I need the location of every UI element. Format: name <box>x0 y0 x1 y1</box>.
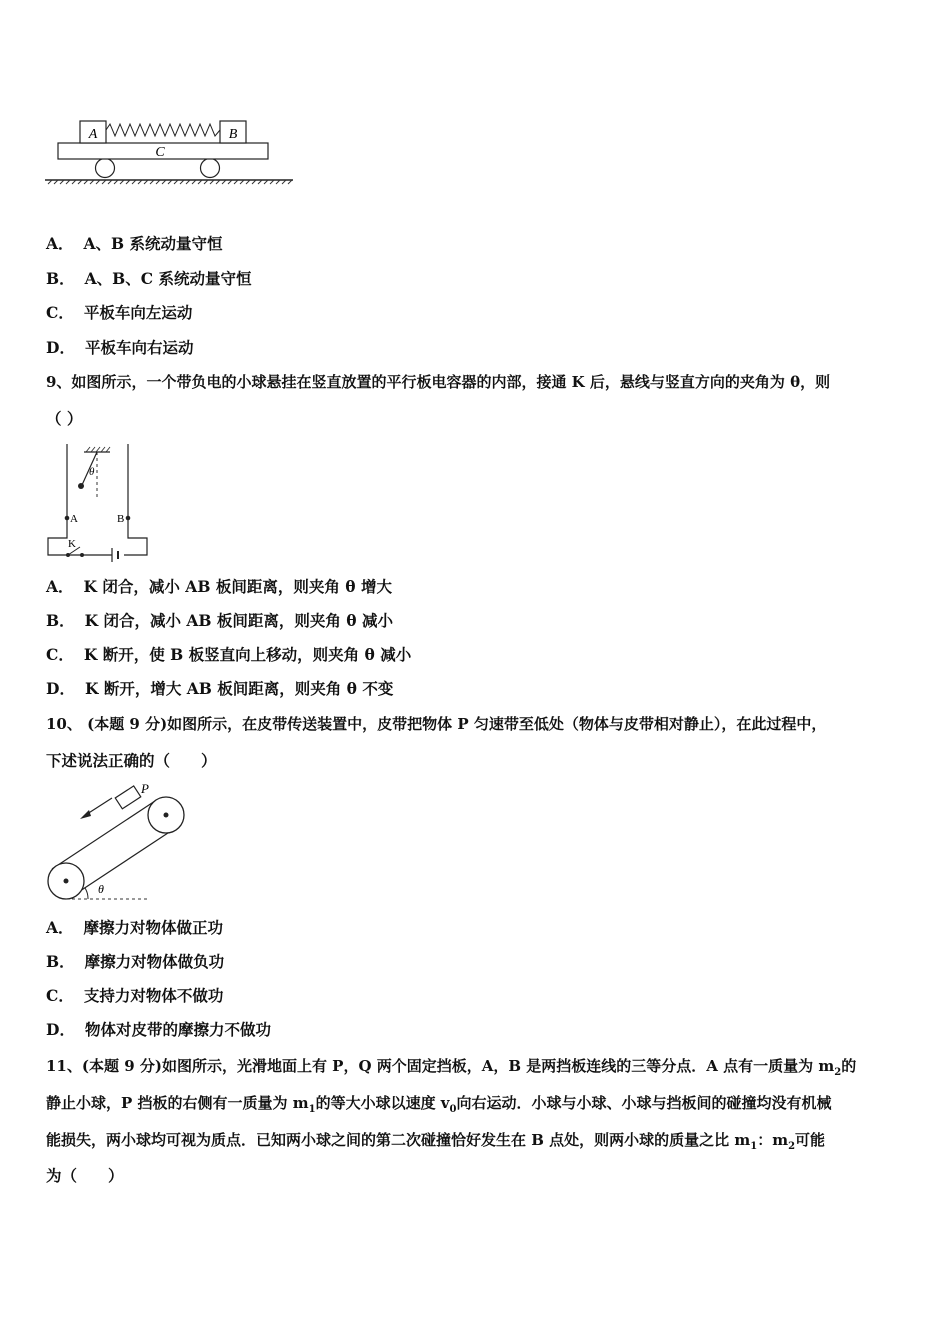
q10-stem-line1: 10、 (本题 9 分)如图所示，在皮带传送装置中，皮带把物体 P 匀速带至低处（物体与皮带相对静止），在此过程中， <box>46 715 827 733</box>
label-k: K <box>68 538 76 550</box>
label-a: A <box>88 127 98 142</box>
label-plate-a: A <box>70 513 78 525</box>
q10-option-b: B． 摩擦力对物体做负功 <box>46 952 225 971</box>
q8-option-b: B． A、B、C 系统动量守恒 <box>46 269 252 288</box>
q8-option-c: C． 平板车向左运动 <box>46 303 193 322</box>
q11-line2: 静止小球，P 挡板的右侧有一质量为 $m_1$的等大小球以速度 $v_0$向右运动．小球与小球、小球与挡板间的碰撞均没有机械 <box>46 1094 832 1115</box>
q11-line1: 11、(本题 9 分)如图所示，光滑地面上有 P，Q 两个固定挡板，A，B 是两挡板连线的三等分点．A 点有一质量为 $m_2$的 <box>46 1057 857 1078</box>
q9-option-a: A． K 闭合，减小 AB 板间距离，则夹角 θ 增大 <box>46 577 392 596</box>
q10-stem-line2: 下述说法正确的（ ） <box>46 751 217 770</box>
label-b: B <box>228 127 238 142</box>
q10-option-a: A． 摩擦力对物体做正功 <box>46 918 224 937</box>
q10-option-d: D． 物体对皮带的摩擦力不做功 <box>46 1020 271 1039</box>
q9-stem-line1: 9、如图所示，一个带负电的小球悬挂在竖直放置的平行板电容器的内部，接通 K 后，悬线与竖直方向的夹角为 θ，则 <box>46 373 831 391</box>
q9-option-b: B． K 闭合，减小 AB 板间距离，则夹角 θ 减小 <box>46 611 394 630</box>
q10-option-c: C． 支持力对物体不做功 <box>46 986 224 1005</box>
q8-option-a: A． A、B 系统动量守恒 <box>46 234 223 253</box>
cart-spring-figure <box>40 110 300 190</box>
conveyor-figure <box>42 780 202 905</box>
q9-option-c: C． K 断开，使 B 板竖直向上移动，则夹角 θ 减小 <box>46 645 412 664</box>
label-theta-belt: θ <box>98 882 104 896</box>
q9-option-d: D． K 断开，增大 AB 板间距离，则夹角 θ 不变 <box>46 679 394 698</box>
capacitor-figure <box>40 440 160 565</box>
label-plate-b: B <box>117 513 125 525</box>
q11-line3: 能损失，两小球均可视为质点．已知两小球之间的第二次碰撞恰好发生在 B 点处，则两小球的质量之比 $m_1$：$m_2$可能 <box>46 1131 826 1152</box>
label-c: C <box>155 145 165 160</box>
label-p: P <box>141 781 149 796</box>
label-theta: θ <box>89 466 95 478</box>
q8-option-d: D． 平板车向右运动 <box>46 338 194 357</box>
q11-line4: 为（ ） <box>46 1166 124 1185</box>
q9-stem-line2: （ ） <box>46 409 83 428</box>
